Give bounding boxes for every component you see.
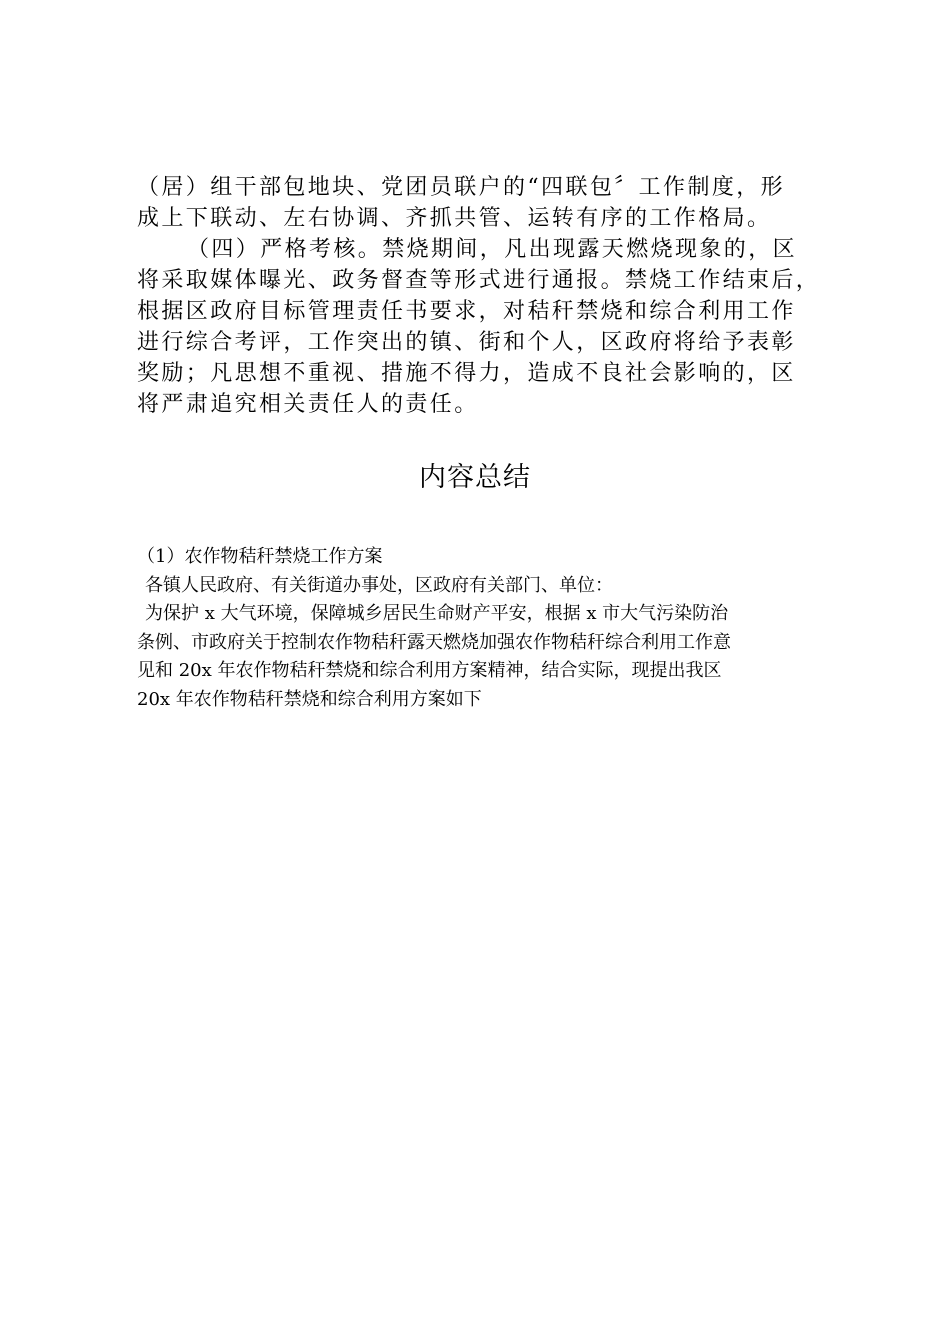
paragraph-line: 成上下联动、左右协调、齐抓共管、运转有序的工作格局。 xyxy=(137,206,772,231)
paragraph-line: 将严肃追究相关责任人的责任。 xyxy=(137,392,479,417)
paragraph-line: 进行综合考评，工作突出的镇、街和个人，区政府将给予表彰 xyxy=(137,330,796,355)
paragraph-line: 根据区政府目标管理责任书要求，对秸秆禁烧和综合利用工作 xyxy=(137,299,796,324)
paragraph-line: 将采取媒体曝光、政务督查等形式进行通报。禁烧工作结束后， xyxy=(137,268,821,293)
paragraph-line: 奖励；凡思想不重视、措施不得力，造成不良社会影响的，区 xyxy=(137,361,796,386)
summary-line: 见和 20x 年农作物秸秆禁烧和综合利用方案精神，结合实际，现提出我区 xyxy=(137,660,722,681)
summary-line: 20x 年农作物秸秆禁烧和综合利用方案如下 xyxy=(137,688,482,710)
body-text xyxy=(137,172,837,420)
paragraph-line: （居）组干部包地块、党团员联户的“四联包〞工作制度，形 xyxy=(137,175,786,200)
summary-title: 内容总结 xyxy=(419,462,531,493)
summary-body xyxy=(137,543,837,714)
summary-line: 各镇人民政府、有关街道办事处，区政府有关部门、单位： xyxy=(145,574,613,596)
summary-line: （1）农作物秸秆禁烧工作方案 xyxy=(137,546,383,567)
paragraph-line: （四）严格考核。禁烧期间，凡出现露天燃烧现象的，区 xyxy=(187,237,798,262)
summary-line: 为保护 x 大气环境，保障城乡居民生命财产平安，根据 x 市大气污染防治 xyxy=(145,603,729,624)
summary-line: 条例、市政府关于控制农作物秸秆露天燃烧加强农作物秸秆综合利用工作意 xyxy=(137,631,731,653)
